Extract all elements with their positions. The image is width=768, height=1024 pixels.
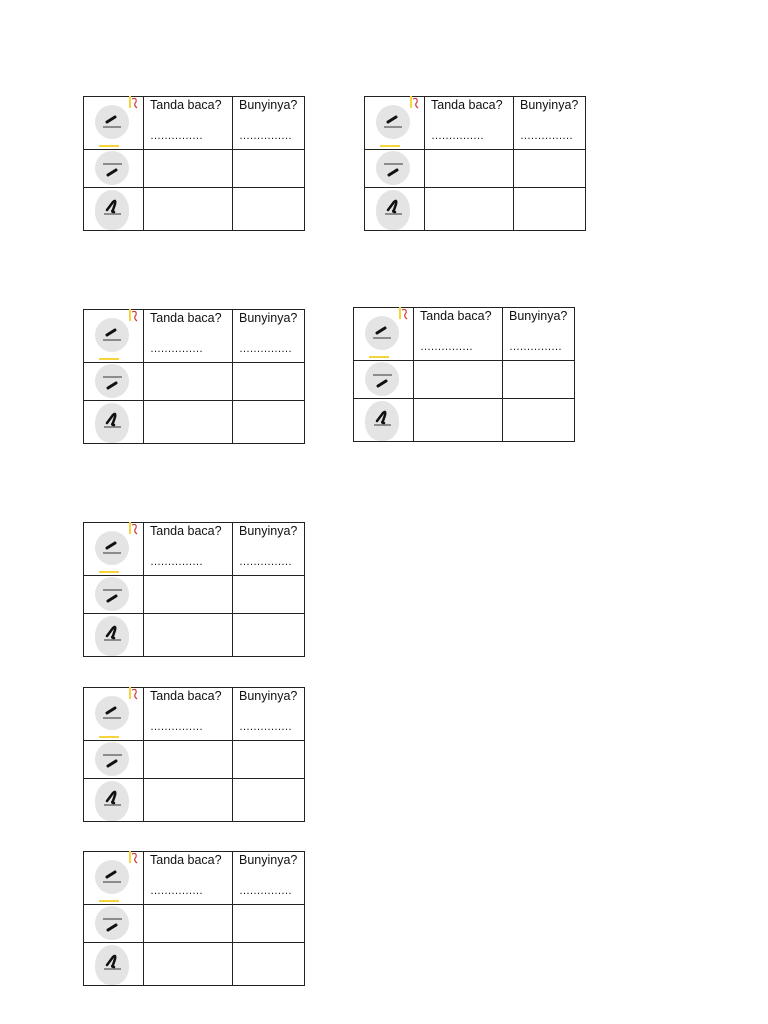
short-stroke-icon xyxy=(376,105,410,139)
hook-stroke-icon xyxy=(365,401,399,441)
question-label: Tanda baca? xyxy=(150,524,222,538)
write-cell[interactable] xyxy=(144,401,233,444)
answer-label: Bunyinya? xyxy=(509,309,568,323)
short-stroke-icon xyxy=(95,531,129,565)
write-cell[interactable] xyxy=(233,943,305,986)
answer-label: Bunyinya? xyxy=(239,524,298,538)
write-cell[interactable] xyxy=(514,150,586,188)
write-cell[interactable] xyxy=(144,188,233,231)
question-label: Tanda baca? xyxy=(150,311,222,325)
write-cell[interactable] xyxy=(144,943,233,986)
icon-cell xyxy=(353,361,414,399)
answer-cell xyxy=(233,852,305,905)
answer-cell xyxy=(514,97,586,150)
icon-cell xyxy=(83,741,144,779)
table-row xyxy=(353,399,575,442)
table-row xyxy=(83,150,305,188)
decoration-icon xyxy=(129,96,139,110)
write-cell[interactable] xyxy=(425,150,514,188)
short-stroke-icon xyxy=(365,316,399,350)
long-stroke-icon xyxy=(365,362,399,396)
answer-blank[interactable]: …………… xyxy=(520,130,573,142)
long-stroke-icon xyxy=(376,151,410,185)
question-cell xyxy=(144,688,233,741)
write-cell[interactable] xyxy=(144,779,233,822)
table-row xyxy=(364,150,586,188)
icon-cell xyxy=(83,779,144,822)
answer-blank[interactable]: …………… xyxy=(239,556,292,568)
question-cell xyxy=(144,97,233,150)
long-stroke-icon xyxy=(95,577,129,611)
icon-cell xyxy=(353,399,414,442)
question-label: Tanda baca? xyxy=(420,309,492,323)
short-stroke-icon xyxy=(95,318,129,352)
write-cell[interactable] xyxy=(233,150,305,188)
write-cell[interactable] xyxy=(233,401,305,444)
long-stroke-icon xyxy=(95,906,129,940)
write-cell[interactable] xyxy=(233,779,305,822)
hook-stroke-icon xyxy=(95,403,129,443)
question-label: Tanda baca? xyxy=(150,853,222,867)
decoration-icon xyxy=(129,309,139,323)
icon-cell xyxy=(83,852,144,905)
question-label: Tanda baca? xyxy=(150,98,222,112)
answer-label: Bunyinya? xyxy=(239,853,298,867)
long-stroke-icon xyxy=(95,742,129,776)
table-row xyxy=(83,401,305,444)
answer-blank[interactable]: …………… xyxy=(150,885,203,897)
icon-cell xyxy=(83,576,144,614)
icon-cell xyxy=(364,150,425,188)
table-row xyxy=(83,523,305,576)
harakat-table-4 xyxy=(353,307,575,442)
write-cell[interactable] xyxy=(414,399,503,442)
answer-cell xyxy=(233,310,305,363)
harakat-table-5 xyxy=(83,522,305,657)
write-cell[interactable] xyxy=(144,905,233,943)
question-cell xyxy=(144,523,233,576)
icon-cell xyxy=(83,150,144,188)
table-row xyxy=(353,308,575,361)
table-row xyxy=(353,361,575,399)
answer-cell xyxy=(503,308,575,361)
write-cell[interactable] xyxy=(233,188,305,231)
answer-blank[interactable]: …………… xyxy=(150,556,203,568)
icon-cell xyxy=(83,905,144,943)
write-cell[interactable] xyxy=(414,361,503,399)
write-cell[interactable] xyxy=(144,150,233,188)
hook-stroke-icon xyxy=(376,190,410,230)
table-row xyxy=(83,741,305,779)
question-cell xyxy=(425,97,514,150)
icon-cell xyxy=(83,310,144,363)
write-cell[interactable] xyxy=(503,361,575,399)
write-cell[interactable] xyxy=(503,399,575,442)
hook-stroke-icon xyxy=(95,190,129,230)
decoration-icon xyxy=(129,522,139,536)
table-row xyxy=(83,905,305,943)
question-cell xyxy=(144,310,233,363)
icon-cell xyxy=(83,97,144,150)
table-row xyxy=(83,779,305,822)
icon-cell xyxy=(83,943,144,986)
write-cell[interactable] xyxy=(144,741,233,779)
answer-blank[interactable]: …………… xyxy=(150,130,203,142)
table-row xyxy=(83,614,305,657)
icon-cell xyxy=(83,401,144,444)
answer-blank[interactable]: …………… xyxy=(509,341,562,353)
decoration-icon xyxy=(399,307,409,321)
answer-blank[interactable]: …………… xyxy=(239,885,292,897)
long-stroke-icon xyxy=(95,151,129,185)
hook-stroke-icon xyxy=(95,781,129,821)
answer-label: Bunyinya? xyxy=(239,98,298,112)
write-cell[interactable] xyxy=(144,576,233,614)
icon-cell xyxy=(83,188,144,231)
icon-cell xyxy=(364,97,425,150)
harakat-table-6 xyxy=(83,687,305,822)
question-label: Tanda baca? xyxy=(431,98,503,112)
answer-cell xyxy=(233,523,305,576)
write-cell[interactable] xyxy=(144,363,233,401)
table-row xyxy=(364,97,586,150)
hook-stroke-icon xyxy=(95,945,129,985)
write-cell[interactable] xyxy=(233,576,305,614)
answer-label: Bunyinya? xyxy=(239,311,298,325)
answer-blank[interactable]: …………… xyxy=(150,721,203,733)
answer-label: Bunyinya? xyxy=(520,98,579,112)
write-cell[interactable] xyxy=(233,741,305,779)
table-row xyxy=(83,310,305,363)
write-cell[interactable] xyxy=(233,905,305,943)
table-row xyxy=(83,688,305,741)
table-row xyxy=(364,188,586,231)
answer-blank[interactable]: …………… xyxy=(420,341,473,353)
write-cell[interactable] xyxy=(425,188,514,231)
answer-label: Bunyinya? xyxy=(239,689,298,703)
icon-cell xyxy=(83,363,144,401)
icon-cell xyxy=(83,688,144,741)
harakat-table-3 xyxy=(83,309,305,444)
decoration-icon xyxy=(410,96,420,110)
write-cell[interactable] xyxy=(233,614,305,657)
question-cell xyxy=(144,852,233,905)
question-label: Tanda baca? xyxy=(150,689,222,703)
long-stroke-icon xyxy=(95,364,129,398)
icon-cell xyxy=(353,308,414,361)
answer-blank[interactable]: …………… xyxy=(239,721,292,733)
icon-cell xyxy=(364,188,425,231)
write-cell[interactable] xyxy=(514,188,586,231)
answer-cell xyxy=(233,688,305,741)
answer-blank[interactable]: …………… xyxy=(239,130,292,142)
harakat-table-2 xyxy=(364,96,586,231)
table-row xyxy=(83,97,305,150)
table-row xyxy=(83,188,305,231)
table-row xyxy=(83,576,305,614)
icon-cell xyxy=(83,523,144,576)
table-row xyxy=(83,943,305,986)
decoration-icon xyxy=(129,687,139,701)
hook-stroke-icon xyxy=(95,616,129,656)
harakat-table-1 xyxy=(83,96,305,231)
short-stroke-icon xyxy=(95,105,129,139)
short-stroke-icon xyxy=(95,696,129,730)
decoration-icon xyxy=(129,851,139,865)
question-cell xyxy=(414,308,503,361)
answer-blank[interactable]: …………… xyxy=(239,343,292,355)
icon-cell xyxy=(83,614,144,657)
short-stroke-icon xyxy=(95,860,129,894)
write-cell[interactable] xyxy=(233,363,305,401)
harakat-table-7 xyxy=(83,851,305,986)
table-row xyxy=(83,852,305,905)
answer-blank[interactable]: …………… xyxy=(150,343,203,355)
write-cell[interactable] xyxy=(144,614,233,657)
answer-cell xyxy=(233,97,305,150)
answer-blank[interactable]: …………… xyxy=(431,130,484,142)
table-row xyxy=(83,363,305,401)
